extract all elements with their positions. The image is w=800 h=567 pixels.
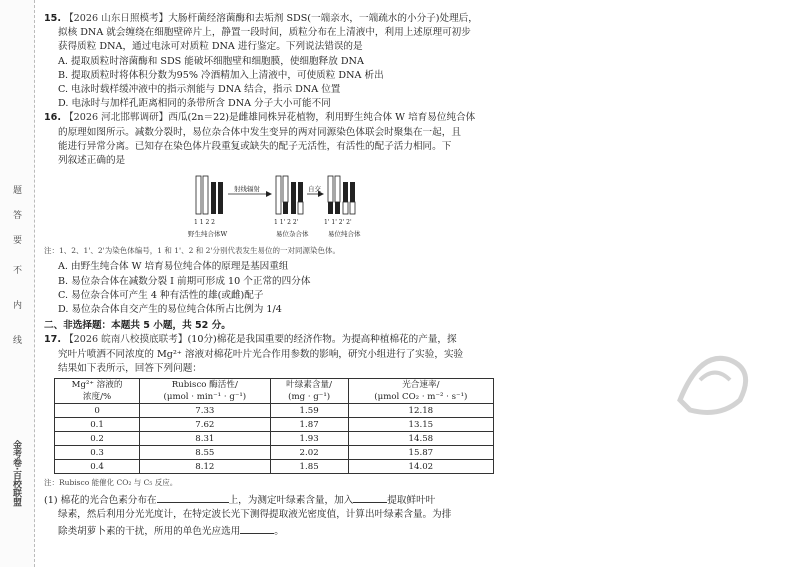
question-source: 【2026 河北邯郸调研】 <box>64 112 169 124</box>
question-line: 结果如下表所示，回答下列问题： <box>58 362 202 374</box>
question-line: 列叙述正确的是 <box>58 155 126 167</box>
option-b: B. 提取质粒时将体积分数为95% 冷酒精加入上清液中，可使质粒 DNA 析出 <box>58 69 384 81</box>
question-number: 15. <box>44 13 61 24</box>
chromosome-numbers-1: 1 1 2 2 <box>194 219 215 227</box>
option-b: B. 易位杂合体在减数分裂 I 前期可形成 10 个正常的四分体 <box>58 275 311 287</box>
table-cell: 8.12 <box>140 460 270 474</box>
question-line: 究叶片喷洒不同浓度的 Mg²⁺ 溶液对棉花叶片光合作用参数的影响，研究小组进行了实验，实验 <box>58 348 464 360</box>
table-row <box>55 418 494 432</box>
exam-page <box>44 12 784 539</box>
option-a: A. 由野生纯合体 W 培育易位纯合体的原理是基因重组 <box>58 261 289 273</box>
figure-caption-wild: 野生纯合体W <box>188 230 228 239</box>
margin-char-ti: 题 <box>11 185 21 194</box>
table-cell: 13.15 <box>348 418 493 432</box>
margin-char-xian: 线 <box>11 335 21 344</box>
question-source: 【2026 山东日照模考】 <box>64 13 169 24</box>
chromosome-numbers-3: 1' 1' 2' 2' <box>324 219 352 227</box>
question-line: 西瓜(2n＝22)是雌雄同株异花植物，利用野生纯合体 W 培育易位纯合体 <box>168 112 476 124</box>
table-header-row <box>55 379 494 404</box>
table-header: 光合速率/ (μmol CO₂ · m⁻² · s⁻¹) <box>348 379 493 404</box>
chromosome-numbers-2: 1 1' 2 2' <box>274 219 299 227</box>
chromosome-figure <box>188 172 364 242</box>
figure-caption-hetero: 易位杂合体 <box>276 230 309 239</box>
table-cell: 0 <box>55 404 140 418</box>
margin-char-yao: 要 <box>11 235 21 244</box>
margin-char-da: 答 <box>11 210 21 219</box>
question-source: 【2026 皖南八校摸底联考】 <box>64 334 188 346</box>
question-number: 16. <box>44 112 61 124</box>
table-header: Mg²⁺ 溶液的 浓度/% <box>55 379 140 404</box>
table-cell: 1.93 <box>270 432 348 446</box>
table-cell: 2.02 <box>270 446 348 460</box>
question-line: (10分)棉花是我国重要的经济作物。为提高种植棉花的产量，探 <box>187 334 457 346</box>
question-line: 拟核 DNA 就会缠绕在细胞壁碎片上，静置一段时间，质粒分布在上清液中，利用上述原理可初步 <box>58 27 471 39</box>
table-cell: 8.31 <box>140 432 270 446</box>
subquestion-text: 提取鲜叶叶 <box>387 495 436 507</box>
question-line: 获得质粒 DNA，通过电泳可对质粒 DNA 进行鉴定。下列说法错误的是 <box>58 41 363 53</box>
table-cell: 0.3 <box>55 446 140 460</box>
subquestion-text: 除类胡萝卜素的干扰，所用的单色光应选用 <box>58 525 241 537</box>
figure-note: 注：1、2、1'、2'为染色体编号，1 和 1'、2 和 2'分别代表发生易位的一对同源染色体。 <box>44 246 340 256</box>
table-cell: 14.02 <box>348 460 493 474</box>
chromosomes-heterozygote <box>276 176 303 214</box>
question-line: 的原理如图所示。减数分裂时，易位杂合体中发生变异的两对同源染色体联会时聚集在一起，且 <box>58 126 461 138</box>
table-cell: 15.87 <box>348 446 493 460</box>
subquestion-text: 。 <box>274 525 284 537</box>
arrow-label-radiation: 射线辐射 <box>234 185 260 194</box>
question-line: 能进行异常分离。已知存在染色体片段重复或缺失的配子无活性，有活性的配子活力相同。下 <box>58 140 452 152</box>
subquestion-text: 上，为测定叶绿素含量，加入 <box>228 495 354 507</box>
table-cell: 7.62 <box>140 418 270 432</box>
table-header: 叶绿素含量/ (mg · g⁻¹) <box>270 379 348 404</box>
table-cell: 0.4 <box>55 460 140 474</box>
figure-caption-homo: 易位纯合体 <box>328 230 361 239</box>
answer-blank-3[interactable] <box>240 523 274 534</box>
question-number: 17. <box>44 334 61 346</box>
margin-char-bu: 不 <box>11 265 21 274</box>
margin-char-nei: 内 <box>11 300 21 309</box>
chromosomes-wild-type <box>196 176 223 214</box>
table-cell: 1.85 <box>270 460 348 474</box>
table-row <box>55 460 494 474</box>
table-row <box>55 446 494 460</box>
margin-brand: 金考卷·百校联盟 <box>11 440 21 507</box>
option-c: C. 电泳时载样缓冲液中的指示剂能与 DNA 结合，指示 DNA 位置 <box>58 84 341 96</box>
table-row <box>55 404 494 418</box>
section-heading: 二、非选择题：本题共 5 小题，共 52 分。 <box>44 320 231 332</box>
answer-blank-2[interactable] <box>353 492 387 503</box>
table-cell: 1.59 <box>270 404 348 418</box>
answer-blank-1[interactable] <box>157 492 229 503</box>
question-15 <box>44 12 784 111</box>
table-header: Rubisco 酶活性/ (μmol · min⁻¹ · g⁻¹) <box>140 379 270 404</box>
binding-margin <box>0 0 35 567</box>
table-note: 注：Rubisco 能催化 CO₂ 与 C₅ 反应。 <box>44 478 178 488</box>
results-table <box>54 378 494 474</box>
subquestion-text: (1) 棉花的光合色素分布在 <box>44 495 157 507</box>
option-d: D. 电泳时与加样孔距离相同的条带所含 DNA 分子大小可能不同 <box>58 98 331 110</box>
option-c: C. 易位杂合体可产生 4 种有活性的雄(或雌)配子 <box>58 289 264 301</box>
table-cell: 14.58 <box>348 432 493 446</box>
question-line: 大肠杆菌经溶菌酶和去垢剂 SDS(一端亲水，一端疏水的小分子)处理后， <box>168 13 478 24</box>
table-cell: 7.33 <box>140 404 270 418</box>
option-d: D. 易位杂合体自交产生的易位纯合体所占比例为 1/4 <box>58 304 282 316</box>
table-cell: 0.1 <box>55 418 140 432</box>
chromosomes-homozygote <box>328 176 355 214</box>
table-cell: 12.18 <box>348 404 493 418</box>
watermark-seal <box>670 340 760 420</box>
subquestion-line: 绿素，然后利用分光光度计，在特定波长光下测得提取液光密度值，计算出叶绿素含量。为排 <box>58 509 452 521</box>
table-row <box>55 432 494 446</box>
table-cell: 0.2 <box>55 432 140 446</box>
arrow-label-selfing: 自交 <box>308 185 321 194</box>
table-cell: 1.87 <box>270 418 348 432</box>
option-a: A. 提取质粒时溶菌酶和 SDS 能破坏细胞壁和细胞膜，使细胞释放 DNA <box>58 55 364 67</box>
table-cell: 8.55 <box>140 446 270 460</box>
question-16 <box>44 111 784 317</box>
